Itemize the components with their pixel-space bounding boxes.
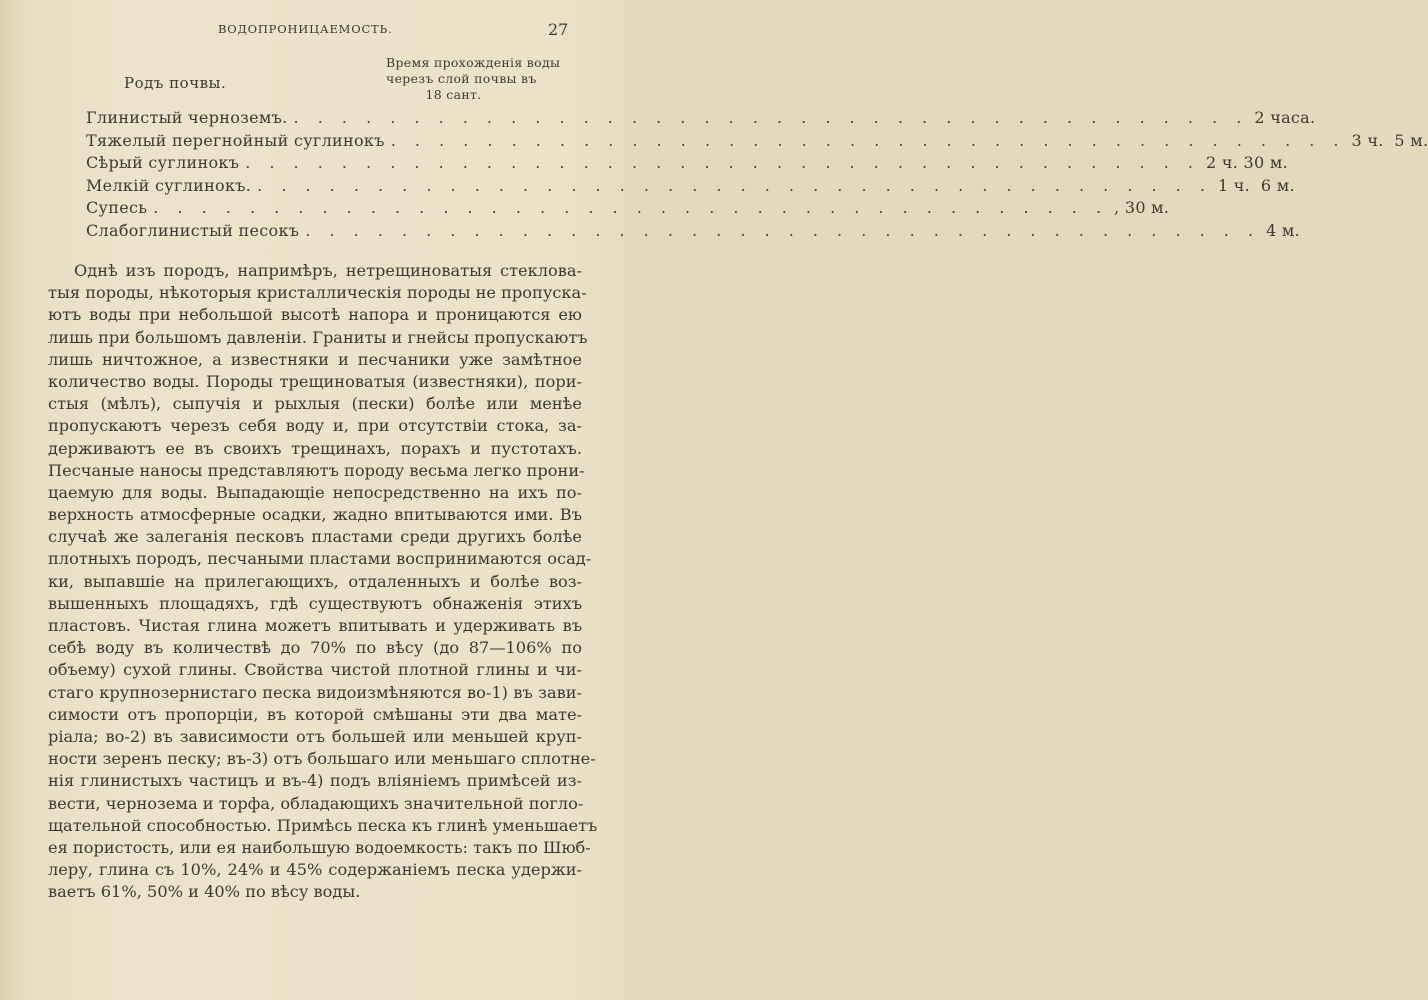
text-line: ности зеренъ песку; въ-3) отъ большаго или меньшаго сплотне- — [48, 749, 596, 769]
text-line: вести, чернозема и торфа, обладающихъ значительной погло- — [48, 793, 584, 813]
passage-time: 2 ч. 30 м. — [1205, 153, 1288, 173]
text-line: случаѣ же залеганія песковъ пластами среди другихъ болѣе — [48, 527, 582, 547]
soil-type: Сѣрый суглинокъ — [86, 153, 240, 173]
text-line: цаемую для воды. Выпадающіе непосредственно на ихъ по- — [48, 482, 582, 502]
running-title: ВОДОПРОНИЦАЕМОСТЬ. — [218, 22, 393, 36]
text-line: плотныхъ породъ, песчаными пластами воспринимаются осад- — [48, 549, 592, 569]
table-header-time-line: Время прохожденія воды — [386, 55, 561, 70]
table-header-time-line: 18 сант. — [425, 87, 482, 102]
soil-type: Слабоглинистый песокъ — [86, 220, 300, 240]
text-line: пластовъ. Чистая глина можетъ впитывать и удерживать въ — [48, 616, 582, 635]
text-line: вышенныхъ площадяхъ, гдѣ существуютъ обнаженія этихъ — [48, 593, 582, 613]
page-number: 27 — [548, 20, 569, 39]
text-line: ея пористость, или ея наибольшую водоемкость: такъ по Шюб- — [48, 837, 591, 857]
table-row — [86, 152, 1288, 175]
text-line: пропускаютъ черезъ себя воду и, при отсутствіи стока, за- — [48, 416, 582, 436]
passage-time: , 30 м. — [1114, 198, 1170, 218]
text-line: стыя (мѣлъ), сыпучія и рыхлыя (пески) болѣе или менѣе — [48, 394, 582, 414]
text-line: верхность атмосферные осадки, жадно впитываются ими. Въ — [48, 505, 582, 525]
table-row — [86, 175, 1295, 198]
text-line: Однѣ изъ породъ, напримѣръ, нетрещиноватыя стеклова- — [74, 261, 582, 280]
text-line: тыя породы, нѣкоторыя кристаллическія породы не пропуска- — [48, 283, 587, 303]
soil-type: Тяжелый перегнойный суглинокъ — [86, 130, 385, 150]
table-header-time-line: черезъ слой почвы въ — [386, 71, 537, 86]
text-line: объему) сухой глины. Свойства чистой плотной глины и чи- — [48, 660, 582, 680]
text-line: стаго крупнозернистаго песка видоизмѣняются во-1) въ зави- — [48, 682, 582, 702]
text-line: леру, глина съ 10%, 24% и 45% содержаніемъ песка удержи- — [48, 860, 582, 880]
table-header-time — [386, 55, 561, 103]
table-row — [86, 220, 1301, 243]
table-header-soil-type: Родъ почвы. — [124, 74, 227, 92]
dot-leader: . . . . . . . . . . . . . . . . . . . . . . . . . . . . . . . . . . . . . . . . — [257, 175, 1212, 195]
passage-time: 1 ч. 6 м. — [1217, 175, 1295, 195]
text-line: лишь ничтожное, а известняки и песчаники уже замѣтное — [48, 349, 582, 369]
dot-leader: . . . . . . . . . . . . . . . . . . . . . . . . . . . . . . . . . . . . . . . . — [245, 153, 1200, 173]
table-row — [86, 197, 1170, 220]
text-line: нія глинистыхъ частицъ и въ-4) подъ вліяніемъ примѣсей из- — [48, 771, 582, 791]
dot-leader: . . . . . . . . . . . . . . . . . . . . . . . . . . . . . . . . . . . . . . . . — [390, 130, 1346, 150]
passage-time: 4 м. — [1266, 220, 1301, 240]
passage-time: 3 ч. 5 м. — [1351, 130, 1428, 150]
dot-leader: . . . . . . . . . . . . . . . . . . . . . . . . . . . . . . . . . . . . . . . . — [305, 220, 1261, 240]
soil-type: Супесь — [86, 198, 148, 218]
table-row — [86, 107, 1316, 130]
text-line: держиваютъ ее въ своихъ трещинахъ, порахъ и пустотахъ. — [48, 438, 582, 458]
dot-leader: . . . . . . . . . . . . . . . . . . . . . . . . . . . . . . . . . . . . . . . . — [153, 198, 1109, 218]
table-row — [86, 130, 1428, 153]
text-line: Песчаные наносы представляютъ породу весьма легко прони- — [48, 460, 585, 480]
text-line: количество воды. Породы трещиноватыя (известняки), пори- — [48, 371, 582, 391]
soil-type: Мелкій суглинокъ. — [86, 175, 252, 195]
text-line: ки, выпавшіе на прилегающихъ, отдаленныхъ и болѣе воз- — [48, 571, 582, 591]
soil-type: Глинистый черноземъ. — [86, 108, 288, 127]
dot-leader: . . . . . . . . . . . . . . . . . . . . . . . . . . . . . . . . . . . . . . . . — [293, 108, 1249, 127]
text-line: ріала; во-2) въ зависимости отъ большей или меньшей круп- — [48, 726, 582, 746]
text-line: лишь при большомъ давленіи. Граниты и гнейсы пропускаютъ — [48, 327, 588, 347]
text-line: себѣ воду въ количествѣ до 70% по вѣсу (до 87—106% по — [48, 638, 582, 658]
body-paragraph — [48, 260, 598, 903]
passage-time: 2 часа. — [1254, 108, 1316, 127]
text-line: ваетъ 61%, 50% и 40% по вѣсу воды. — [48, 882, 361, 902]
text-line: симости отъ пропорціи, въ которой смѣшаны эти два мате- — [48, 704, 582, 724]
text-line: щательной способностью. Примѣсь песка къ глинѣ уменьшаетъ — [48, 815, 598, 835]
text-line: ютъ воды при небольшой высотѣ напора и проницаются ею — [48, 305, 582, 325]
soil-permeability-table — [86, 107, 1428, 243]
